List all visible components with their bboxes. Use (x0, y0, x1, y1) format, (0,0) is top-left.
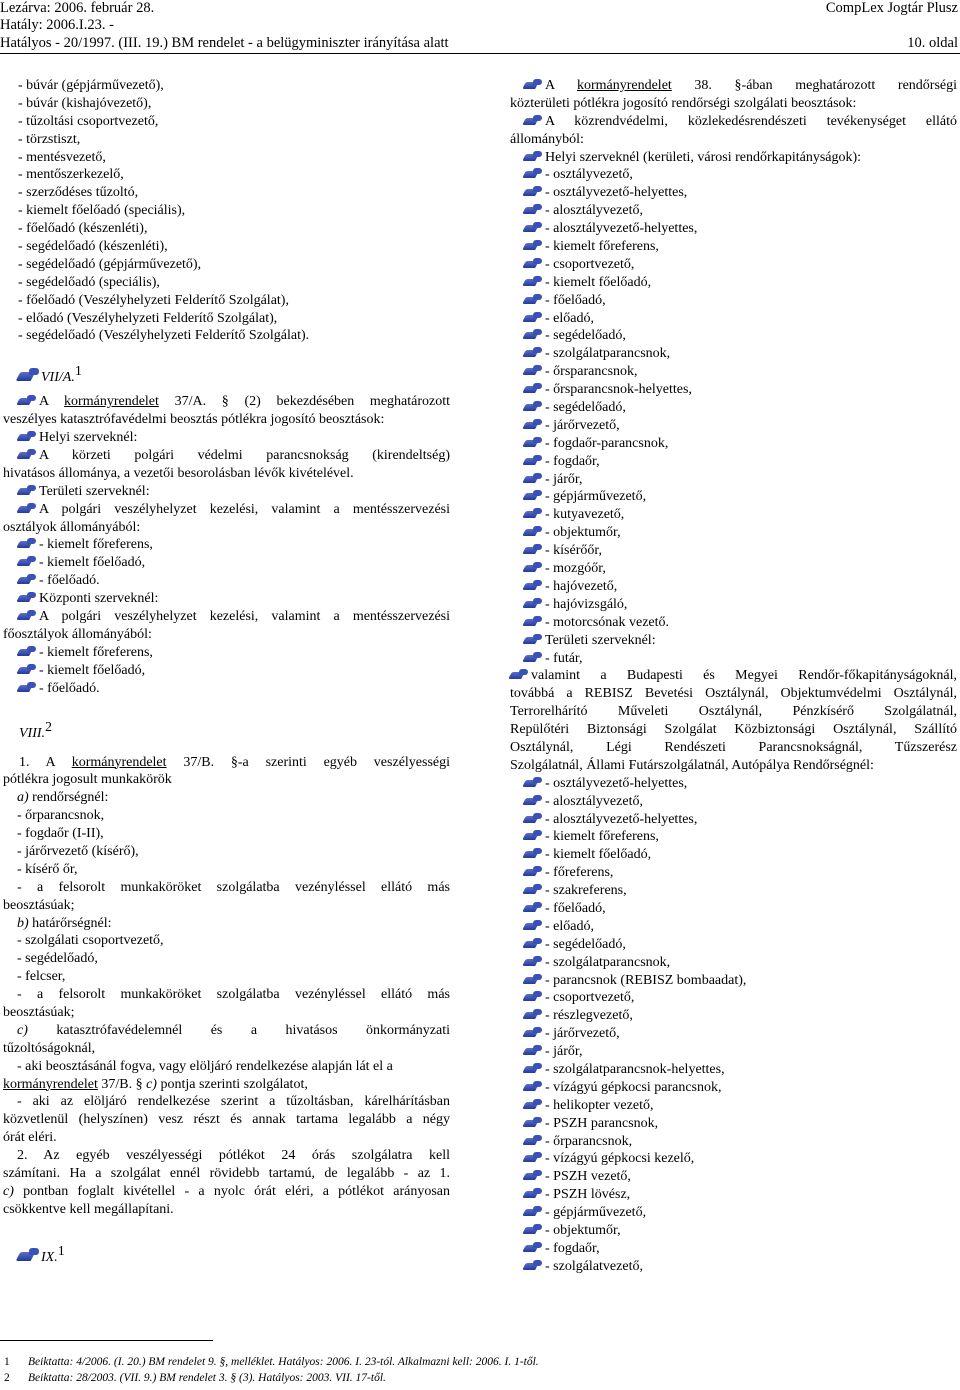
kormanyrendelet-link[interactable]: kormányrendelet (3, 1076, 98, 1092)
list-item: - segédelőadó, (510, 327, 957, 345)
hand-pointer-icon[interactable] (18, 646, 38, 657)
paragraph-line: 1. A kormányrendelet 37/B. §-a szerinti egyéb veszélyességi (19, 754, 451, 770)
paragraph-line: beosztásúak; (3, 897, 75, 913)
hand-pointer-icon[interactable] (524, 168, 544, 179)
list-item: - PSZH parancsnok, (510, 1115, 957, 1133)
paragraph-line: közterületi pótlékra jogosító rendőrségi szolgálati beosztások: (510, 95, 857, 111)
hand-pointer-icon[interactable] (18, 1248, 40, 1262)
hand-pointer-icon[interactable] (524, 991, 544, 1002)
paragraph-line: Szolgálatnál, Állami Futárszolgálatnál, Autópálya Rendőrségnél: (510, 757, 874, 773)
header-page-number: 10. oldal (907, 35, 958, 51)
paragraph-line: hivatásos állománya, a vezetői besorolásban lévők kivételével. (3, 465, 354, 481)
list-item: - kiemelt főelőadó (speciális), (18, 203, 186, 219)
hand-pointer-icon[interactable] (524, 848, 544, 859)
footnote-ref[interactable]: 2 (45, 719, 53, 735)
list-item: - parancsnok (REBISZ bombaadat), (510, 972, 957, 990)
hand-pointer-icon[interactable] (524, 508, 544, 519)
list-item: - szolgálati csoportvezető, (17, 933, 164, 949)
list-item: - vízágyú gépkocsi kezelő, (510, 1150, 957, 1168)
list-item: - segédelőadó (készenléti), (18, 239, 168, 255)
header-row-2 (0, 16, 960, 34)
list-item: - segédelőadó (Veszélyhelyzeti Felderítő Szolgálat). (18, 328, 310, 344)
footnotes (4, 1354, 944, 1386)
paragraph-line: Területi szerveknél: (3, 483, 450, 501)
hand-pointer-icon[interactable] (524, 830, 544, 841)
list-item: - PSZH lövész, (510, 1186, 957, 1204)
list-item: - gépjárművezető, (510, 488, 957, 506)
paragraph-line: közvetlenül (helyszínen) vesz részt és annak tartama legalább a négy (3, 1112, 450, 1128)
list-item: - kiemelt főreferens, (3, 644, 450, 662)
header-row-3 (0, 34, 960, 52)
hand-pointer-icon[interactable] (524, 866, 544, 877)
list-item: - főelőadó (Veszélyhelyzeti Felderítő Szolgálat), (18, 292, 289, 308)
list-item: - szolgálatparancsnok-helyettes, (510, 1061, 957, 1079)
hand-pointer-icon[interactable] (524, 1135, 544, 1146)
paragraph-line: pótlékra jogosult munkakörök (3, 772, 172, 788)
hand-pointer-icon[interactable] (524, 240, 544, 251)
hand-pointer-icon[interactable] (524, 419, 544, 430)
paragraph-line: Osztálynál, Légi Rendészeti Parancsnokságnál, Tűzszerész (510, 739, 957, 755)
hand-pointer-icon[interactable] (524, 616, 544, 627)
paragraph-line: állományból: (510, 131, 584, 147)
hand-pointer-icon[interactable] (18, 485, 38, 496)
list-item: - szolgálatparancsnok, (510, 345, 957, 363)
footnote-ref[interactable]: 1 (74, 364, 82, 380)
hand-pointer-icon[interactable] (524, 276, 544, 287)
list-item: - fogdaőr, (510, 453, 957, 471)
header-hatalyos: Hatályos - 20/1997. (III. 19.) BM rendelet - a belügyminiszter irányítása alatt (0, 35, 449, 51)
list-item: - alosztályvezető, (510, 202, 957, 220)
list-item: - főreferens, (510, 864, 957, 882)
hand-pointer-icon[interactable] (524, 347, 544, 358)
hand-pointer-icon[interactable] (18, 574, 38, 585)
hand-pointer-icon[interactable] (524, 1152, 544, 1163)
list-item: - fogdaőr, (510, 1240, 957, 1258)
paragraph-line: b) határőrségnél: (17, 915, 112, 931)
section-heading-viii: VIII.$^2$ (19, 719, 53, 741)
hand-pointer-icon[interactable] (524, 401, 544, 412)
hand-pointer-icon[interactable] (524, 580, 544, 591)
list-item: - búvár (gépjárművezető), (18, 78, 164, 93)
header-hataly: Hatály: 2006.I.23. - (0, 17, 114, 33)
paragraph-line: Terrorelhárító Műveleti Osztálynál, Pénzkísérő Szolgálatnál, (510, 704, 957, 720)
list-item: - motorcsónak vezető. (510, 614, 957, 632)
section-vii-a-body (3, 393, 450, 697)
header-row-1 (0, 0, 960, 17)
hand-pointer-icon[interactable] (524, 258, 544, 269)
list-item: - csoportvezető, (510, 989, 957, 1007)
list-item: - szakreferens, (510, 882, 957, 900)
list-item: - PSZH vezető, (510, 1168, 957, 1186)
section-heading-vii-a: VII/A.$^1$ (3, 357, 450, 387)
list-item: - főelőadó, (510, 900, 957, 918)
list-item: - tűzoltási csoportvezető, (18, 113, 159, 129)
list-item: - kiemelt főreferens, (3, 536, 450, 554)
paragraph-line: - a felsorolt munkaköröket szolgálatba vezényléssel ellátó más (17, 987, 450, 1003)
list-item: - járőrvezető, (510, 417, 957, 435)
hand-pointer-icon[interactable] (524, 1063, 544, 1074)
list-item: - kutyavezető, (510, 506, 957, 524)
hand-pointer-icon[interactable] (18, 538, 38, 549)
hand-pointer-icon[interactable] (524, 222, 544, 233)
list-item: - osztályvezető-helyettes, (510, 184, 957, 202)
list-item: - fogdaőr (I-II), (17, 826, 104, 842)
paragraph-line: A polgári veszélyhelyzet kezelési, valamint a mentésszervezési (3, 501, 450, 519)
footnote-divider (0, 1340, 213, 1341)
hand-pointer-icon[interactable] (524, 956, 544, 967)
list-item: - kiemelt főreferens, (510, 238, 957, 256)
list-item: - alosztályvezető-helyettes, (510, 220, 957, 238)
hand-pointer-icon[interactable] (524, 777, 544, 788)
hand-pointer-icon[interactable] (18, 682, 38, 693)
hand-pointer-icon[interactable] (524, 795, 544, 806)
list-item: - szolgálatparancsnok, (510, 954, 957, 972)
list-item: - hajóvizsgáló, (510, 596, 957, 614)
paragraph-line: c) katasztrófavédelemnél és a hivatásos önkormányzati (17, 1022, 450, 1038)
list-item: - őrsparancsnok-helyettes, (510, 381, 957, 399)
hand-pointer-icon[interactable] (524, 1099, 544, 1110)
list-item: - előadó, (510, 310, 957, 328)
paragraph-line: veszélyes katasztrófavédelmi beosztás pótlékra jogosító beosztások: (3, 412, 385, 428)
left-column (3, 77, 450, 1267)
left-list (3, 77, 450, 345)
list-item: - mozgóőr, (510, 560, 957, 578)
hand-pointer-icon[interactable] (510, 669, 530, 680)
list-item: - vízágyú gépkocsi parancsnok, (510, 1079, 957, 1097)
list-item: - részlegvezető, (510, 1007, 957, 1025)
paragraph-line: Helyi szerveknél: (3, 429, 450, 447)
header-product: CompLex Jogtár Plusz (825, 0, 958, 16)
list-item: - mentésvezető, (18, 149, 106, 165)
list-item: - segédelőadó, (510, 399, 957, 417)
list-item: - alosztályvezető, (510, 793, 957, 811)
paragraph-line: valamint a Budapesti és Megyei Rendőr-főkapitányságoknál, (510, 667, 957, 685)
hand-pointer-icon[interactable] (524, 1045, 544, 1056)
list-item: - főelőadó, (510, 292, 957, 310)
list-item: - szerződéses tűzoltó, (18, 185, 139, 201)
list-item: - előadó, (510, 918, 957, 936)
paragraph-line: számítani. Ha a szolgálat ennél rövidebb tartamú, de legalább - az 1. (3, 1165, 450, 1181)
kormanyrendelet-link[interactable]: kormányrendelet (71, 754, 167, 770)
hand-pointer-icon[interactable] (524, 813, 544, 824)
hand-pointer-icon[interactable] (524, 526, 544, 537)
paragraph-line: osztályok állományából: (3, 519, 141, 535)
paragraph-line: továbbá a REBISZ Bevetési Osztálynál, Objektumvédelmi Osztálynál, (510, 686, 957, 702)
hand-pointer-icon[interactable] (524, 365, 544, 376)
list-item: - kiemelt főelőadó, (510, 846, 957, 864)
hand-pointer-icon[interactable] (524, 329, 544, 340)
hand-pointer-icon[interactable] (524, 1206, 544, 1217)
paragraph-line: Helyi szerveknél (kerületi, városi rendőrkapitányságok): (510, 149, 957, 167)
list-item: - objektumőr, (510, 1222, 957, 1240)
list-item: - őrparancsnok, (510, 1133, 957, 1151)
section-heading-ix: IX.$^1$ (3, 1237, 450, 1267)
hand-pointer-icon[interactable] (524, 383, 544, 394)
paragraph-line: A körzeti polgári védelmi parancsnokság (kirendeltség) (3, 447, 450, 465)
list-item: - kísérőőr, (510, 542, 957, 560)
hand-pointer-icon[interactable] (524, 1170, 544, 1181)
list-item: - őrsparancsnok, (510, 363, 957, 381)
footnote-item: 2 Beiktatta: 28/2003. (VII. 9.) BM rendelet 3. § (3). Hatályos: 2003. VII. 17-től. (4, 1372, 386, 1384)
paragraph-line: csökkentve kell megállapítani. (3, 1201, 174, 1217)
teruleti-list (510, 775, 957, 1276)
paragraph-line: A kormányrendelet 37/A. § (2) bekezdésében meghatározott (3, 393, 450, 411)
hand-pointer-icon[interactable] (524, 1117, 544, 1128)
hand-pointer-icon[interactable] (524, 634, 544, 645)
list-item: - előadó (Veszélyhelyzeti Felderítő Szolgálat), (18, 310, 278, 326)
kormanyrendelet-link[interactable]: kormányrendelet (576, 78, 672, 93)
paragraph-line: - a felsorolt munkaköröket szolgálatba vezényléssel ellátó más (17, 879, 450, 895)
hand-pointer-icon[interactable] (524, 455, 544, 466)
paragraph-line: A kormányrendelet 38. §-ában meghatározott rendőrségi (510, 77, 957, 95)
hand-pointer-icon[interactable] (524, 884, 544, 895)
paragraph-line: beosztásúak; (3, 1004, 75, 1020)
hand-pointer-icon[interactable] (524, 544, 544, 555)
paragraph-line: c) pontban foglalt kivétellel - a nyolc órát eléri, a pótlékot arányosan (3, 1183, 450, 1199)
hand-pointer-icon[interactable] (524, 902, 544, 913)
right-column (510, 77, 957, 1276)
list-item: - kiemelt főelőadó, (3, 662, 450, 680)
hand-pointer-icon[interactable] (524, 562, 544, 573)
paragraph-line: - aki az elöljáró rendelkezése szerint a tűzoltásban, kárelhárításban (17, 1094, 450, 1110)
list-item: - segédelőadó (gépjárművezető), (18, 256, 202, 272)
paragraph-line: - aki beosztásánál fogva, vagy elöljáró rendelkezése alapján lát el a (17, 1058, 393, 1074)
list-item: - segédelőadó, (17, 951, 98, 967)
list-item: - búvár (kishajóvezető), (18, 95, 152, 111)
hand-pointer-icon[interactable] (18, 449, 38, 460)
hand-pointer-icon[interactable] (524, 920, 544, 931)
hand-pointer-icon[interactable] (18, 592, 38, 603)
hand-pointer-icon[interactable] (524, 1188, 544, 1199)
hand-pointer-icon[interactable] (524, 312, 544, 323)
list-item: - főelőadó (készenléti), (18, 221, 148, 237)
paragraph-line: A polgári veszélyhelyzet kezelési, valamint a mentésszervezési (3, 608, 450, 626)
header-divider (0, 53, 960, 54)
list-item: - járőrvezető, (510, 1025, 957, 1043)
hand-pointer-icon[interactable] (18, 368, 40, 382)
hand-pointer-icon[interactable] (524, 437, 544, 448)
hand-pointer-icon[interactable] (18, 503, 38, 514)
list-item: - felcser, (17, 969, 66, 985)
hand-pointer-icon[interactable] (18, 431, 38, 442)
list-item: - alosztályvezető-helyettes, (510, 811, 957, 829)
header-lezarva: Lezárva: 2006. február 28. (0, 0, 155, 16)
list-item: - törzstiszt, (18, 131, 81, 147)
hand-pointer-icon[interactable] (18, 395, 38, 406)
hand-pointer-icon[interactable] (18, 610, 38, 621)
footnote-item: 1 Beiktatta: 4/2006. (I. 20.) BM rendelet 9. §, melléklet. Hatályos: 2006. I. 23-tól. Alkalmazni kell: 2006. I. 1-től. (4, 1356, 539, 1368)
hand-pointer-icon[interactable] (524, 652, 544, 663)
hand-pointer-icon[interactable] (524, 598, 544, 609)
hand-pointer-icon[interactable] (524, 1260, 544, 1271)
hand-pointer-icon[interactable] (524, 938, 544, 949)
hand-pointer-icon[interactable] (524, 1224, 544, 1235)
list-item: - gépjárművezető, (510, 1204, 957, 1222)
list-item: - kiemelt főelőadó, (3, 554, 450, 572)
footnote-ref[interactable]: 1 (57, 1243, 65, 1259)
hand-pointer-icon[interactable] (524, 204, 544, 215)
paragraph-line: 2. Az egyéb veszélyességi pótlékot 24 órás szolgálatra kell (17, 1148, 450, 1164)
list-item: - járőr, (510, 471, 957, 489)
list-item: - főelőadó. (3, 572, 450, 590)
list-item: - fogdaőr-parancsnok, (510, 435, 957, 453)
hand-pointer-icon[interactable] (524, 1009, 544, 1020)
paragraph-line: főosztályok állományából: (3, 626, 152, 642)
helyi-list (510, 166, 957, 631)
list-item: - főelőadó. (3, 680, 450, 698)
list-item: - járőrvezető (kísérő), (17, 843, 139, 859)
list-item: - futár, (510, 650, 957, 668)
paragraph-line: A közrendvédelmi, közlekedésrendészeti tevékenységet ellátó (510, 113, 957, 131)
hand-pointer-icon[interactable] (524, 490, 544, 501)
list-item: - hajóvezető, (510, 578, 957, 596)
list-item: - segédelőadó (speciális), (18, 274, 160, 290)
list-item: - szolgálatvezető, (510, 1258, 957, 1276)
hand-pointer-icon[interactable] (524, 1081, 544, 1092)
list-item: - segédelőadó, (510, 936, 957, 954)
hand-pointer-icon[interactable] (524, 974, 544, 985)
hand-pointer-icon[interactable] (524, 1027, 544, 1038)
list-item: - járőr, (510, 1043, 957, 1061)
list-item: - csoportvezető, (510, 256, 957, 274)
list-item: - kiemelt főreferens, (510, 828, 957, 846)
paragraph-line: órát eléri. (3, 1130, 57, 1146)
list-item: - helikopter vezető, (510, 1097, 957, 1115)
hand-pointer-icon[interactable] (524, 473, 544, 484)
list-item: - mentőszerkezelő, (18, 167, 124, 183)
paragraph-line: tűzoltóságoknál, (3, 1040, 96, 1056)
kormanyrendelet-link[interactable]: kormányrendelet (64, 394, 159, 410)
paragraph-line: a) rendőrségnél: (17, 790, 109, 806)
hand-pointer-icon[interactable] (524, 294, 544, 305)
paragraph-line: Területi szerveknél: (510, 632, 957, 650)
hand-pointer-icon[interactable] (524, 79, 544, 90)
list-item: - kísérő őr, (17, 861, 78, 877)
paragraph-line: Repülőtéri Biztonsági Szolgálat Közbiztonsági Osztálynál, Szállító (510, 722, 957, 738)
hand-pointer-icon[interactable] (524, 186, 544, 197)
hand-pointer-icon[interactable] (18, 664, 38, 675)
list-item: - osztályvezető, (510, 166, 957, 184)
hand-pointer-icon[interactable] (524, 1242, 544, 1253)
list-item: - osztályvezető-helyettes, (510, 775, 957, 793)
section-viii-body (3, 754, 450, 1219)
paragraph-line: kormányrendelet 37/B. § c) pontja szerinti szolgálatot, (3, 1076, 308, 1092)
list-item: - kiemelt főelőadó, (510, 274, 957, 292)
paragraph-line: Központi szerveknél: (3, 590, 450, 608)
hand-pointer-icon[interactable] (524, 151, 544, 162)
hand-pointer-icon[interactable] (18, 556, 38, 567)
list-item: - őrparancsnok, (17, 808, 105, 824)
list-item: - objektumőr, (510, 524, 957, 542)
hand-pointer-icon[interactable] (524, 115, 544, 126)
